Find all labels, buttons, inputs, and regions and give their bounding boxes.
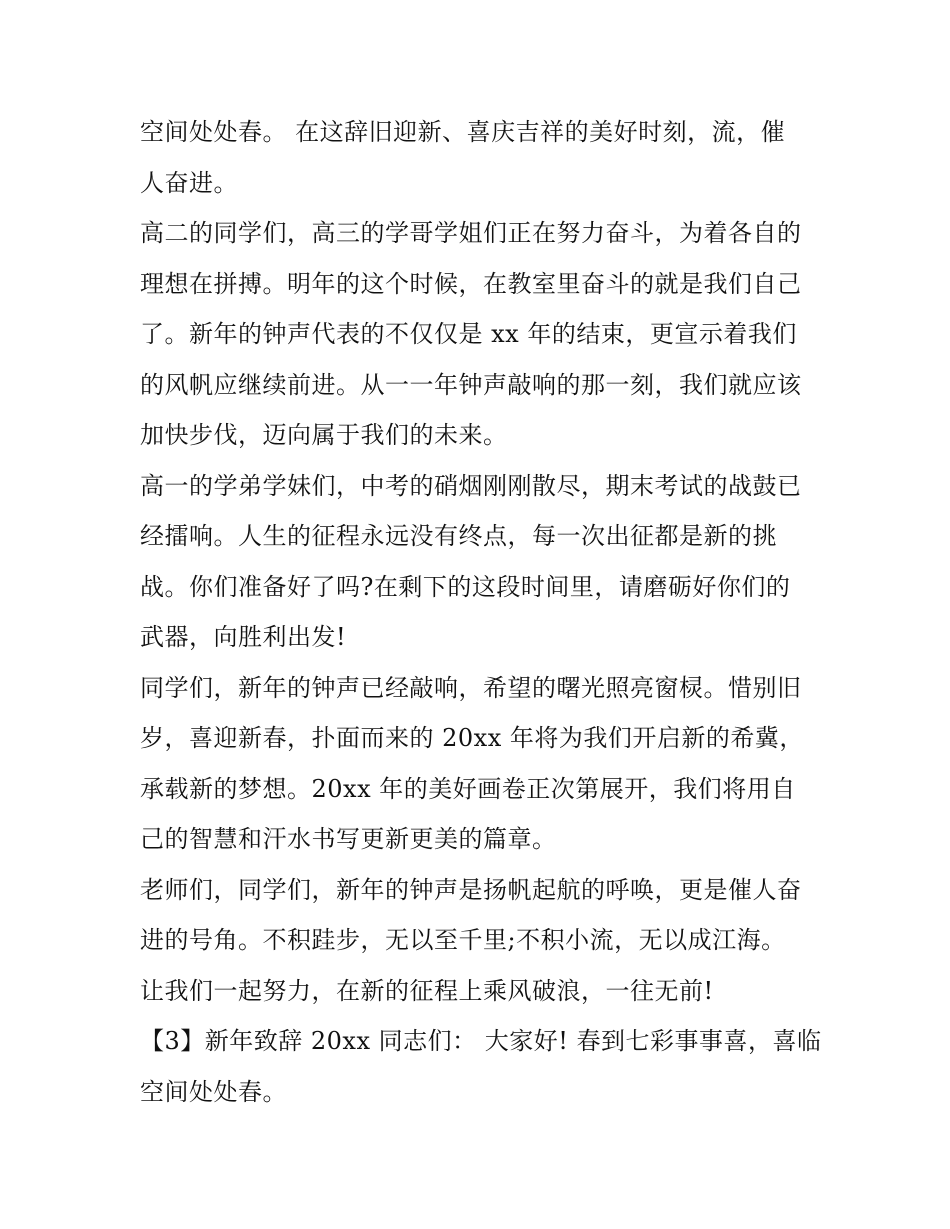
text-line: 空间处处春。 (140, 1077, 287, 1106)
text-line: 己的智慧和汗水书写更新更美的篇章。 (140, 825, 557, 853)
text-line: 岁，喜迎新春，扑面而来的 20xx 年将为我们开启新的希冀， (140, 724, 804, 752)
text-line: 了。新年的钟声代表的不仅仅是 xx 年的结束，更宣示着我们 (140, 320, 797, 348)
text-line: 经擂响。人生的征程永远没有终点，每一次出征都是新的挑 (140, 522, 777, 550)
text-line: 理想在拼搏。明年的这个时候，在教室里奋斗的就是我们自己 (140, 269, 802, 298)
text-line: 的风帆应继续前进。从一一年钟声敲响的那一刻，我们就应该 (140, 370, 802, 399)
text-line: 老师们，同学们，新年的钟声是扬帆起航的呼唤，更是催人奋 (140, 875, 802, 904)
text-line: 武器，向胜利出发! (140, 623, 347, 651)
text-line: 高一的学弟学妹们，中考的硝烟刚刚散尽，期末考试的战鼓已 (140, 471, 802, 500)
text-line: 战。你们准备好了吗?在剩下的这段时间里，请磨砺好你们的 (140, 572, 791, 601)
text-line: 进的号角。不积跬步，无以至千里;不积小流，无以成江海。 (140, 926, 786, 954)
text-line: 让我们一起努力，在新的征程上乘风破浪，一往无前! (140, 976, 714, 1005)
text-line: 高二的同学们，高三的学哥学姐们正在努力奋斗，为着各自的 (140, 219, 802, 247)
text-line: 空间处处春。 在这辞旧迎新、喜庆吉祥的美好时刻，流，催 (140, 118, 786, 146)
document-body (140, 107, 820, 1117)
text-line: 人奋进。 (140, 168, 238, 197)
text-line: 加快步伐，迈向属于我们的未来。 (140, 421, 508, 449)
text-line: 承载新的梦想。20xx 年的美好画卷正次第展开，我们将用自 (140, 774, 796, 803)
text-line: 【3】新年致辞 20xx 同志们： 大家好! 春到七彩事事喜，喜临 (140, 1027, 822, 1055)
text-line: 同学们，新年的钟声已经敲响，希望的曙光照亮窗棂。惜别旧 (140, 673, 802, 702)
